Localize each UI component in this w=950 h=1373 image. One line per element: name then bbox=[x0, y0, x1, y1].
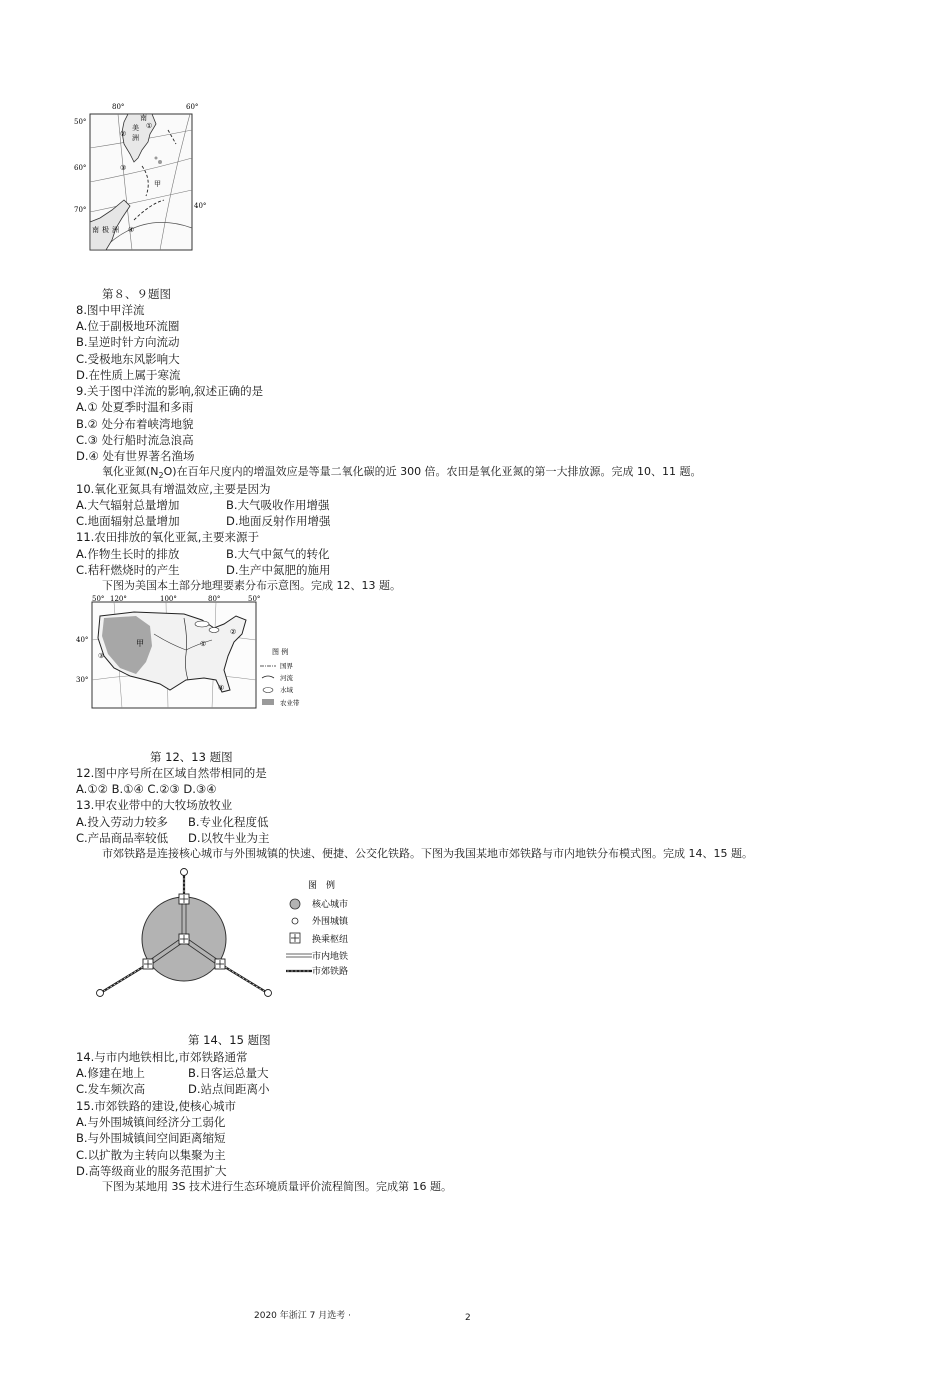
map1-place-label: 南 bbox=[92, 226, 99, 234]
rail-legend-item: 市内地铁 bbox=[312, 952, 349, 962]
question-9-option: A.① 处夏季时温和多雨 bbox=[76, 400, 194, 414]
map2-lon-label: 50° bbox=[92, 595, 105, 603]
map2-legend-item: 水域 bbox=[280, 686, 293, 694]
question-14-row bbox=[76, 1065, 269, 1081]
map1-marker: ④ bbox=[128, 226, 135, 234]
figure-caption: 第 14、15 题图 bbox=[188, 1033, 271, 1047]
question-10-stem: 10.氧化亚氮具有增温效应,主要是因为 bbox=[76, 482, 271, 496]
page-number: 2 bbox=[465, 1313, 471, 1323]
question-14-option: B.日客运总量大 bbox=[188, 1066, 269, 1080]
question-8-option: C.受极地东风影响大 bbox=[76, 352, 180, 366]
rail-legend-item: 核心城市 bbox=[312, 900, 349, 910]
map1-place-label: 南 bbox=[140, 114, 147, 122]
question-13-option: D.以牧牛业为主 bbox=[188, 831, 270, 845]
question-8-option: B.呈逆时针方向流动 bbox=[76, 335, 180, 349]
question-14-option: C.发车频次高 bbox=[76, 1082, 146, 1096]
map2-marker: ② bbox=[230, 628, 237, 636]
question-9-option: D.④ 处有世界著名渔场 bbox=[76, 449, 195, 463]
question-15-option: A.与外围城镇间经济分工弱化 bbox=[76, 1115, 226, 1129]
question-10-option: A.大气辐射总量增加 bbox=[76, 498, 180, 512]
intro-14-15: 市郊铁路是连接核心城市与外围城镇的快速、便捷、公交化铁路。下图为我国某地市郊铁路与市内地铁分布模式图。完成 14、15 题。 bbox=[102, 847, 753, 860]
question-10-option: C.地面辐射总量增加 bbox=[76, 514, 180, 528]
intro-text: O)在百年尺度内的增温效应是等量二氧化碳的近 300 倍。农田是氧化亚氮的第一大排放源。完成 10、11 题。 bbox=[163, 465, 702, 478]
map1-lon-label: 80° bbox=[112, 103, 125, 111]
subscript: 2 bbox=[158, 471, 164, 481]
ocean-current-map bbox=[72, 100, 212, 256]
question-13-option: A.投入劳动力较多 bbox=[76, 815, 168, 829]
question-10-option: B.大气吸收作用增强 bbox=[226, 498, 330, 512]
question-8-option: D.在性质上属于寒流 bbox=[76, 368, 181, 382]
map2-lon-label: 120° bbox=[110, 595, 127, 603]
map2-legend-item: 国界 bbox=[280, 662, 293, 670]
map1-marker: ③ bbox=[120, 164, 127, 172]
usa-agriculture-map bbox=[74, 594, 314, 714]
question-11-stem: 11.农田排放的氧化亚氮,主要来源于 bbox=[76, 530, 259, 544]
figure-caption: 第８、９题图 bbox=[102, 287, 171, 301]
map2-marker: ④ bbox=[218, 684, 225, 692]
map2-legend-item: 河流 bbox=[280, 674, 293, 682]
question-9-stem: 9.关于图中洋流的影响,叙述正确的是 bbox=[76, 384, 264, 398]
map1-lat-label: 70° bbox=[74, 206, 87, 214]
figure-caption: 第 12、13 题图 bbox=[150, 750, 233, 764]
question-13-option: B.专业化程度低 bbox=[188, 815, 269, 829]
question-15-option: C.以扩散为主转向以集聚为主 bbox=[76, 1148, 226, 1162]
map2-lon-label: 100° bbox=[160, 595, 177, 603]
question-8-option: A.位于副极地环流圈 bbox=[76, 319, 180, 333]
question-9-option: C.③ 处行船时流急浪高 bbox=[76, 433, 194, 447]
map1-place-label: 极 bbox=[102, 226, 109, 234]
rail-pattern-diagram bbox=[90, 866, 380, 1002]
question-10-option: D.地面反射作用增强 bbox=[226, 514, 331, 528]
intro-12-13: 下图为美国本土部分地理要素分布示意图。完成 12、13 题。 bbox=[102, 579, 401, 592]
question-10-row bbox=[76, 513, 331, 529]
question-9-option: B.② 处分布着峡湾地貌 bbox=[76, 417, 194, 431]
question-11-row bbox=[76, 562, 331, 578]
map1-lat-label: 50° bbox=[74, 118, 87, 126]
question-13-stem: 13.甲农业带中的大牧场放牧业 bbox=[76, 798, 233, 812]
intro-text: 氧化亚氮(N bbox=[102, 465, 159, 478]
map1-place-label: 甲 bbox=[154, 180, 161, 188]
map2-lat-label: 40° bbox=[76, 636, 89, 644]
map2-lon-label: 80° bbox=[208, 595, 221, 603]
map1-place-label: 洲 bbox=[132, 134, 139, 142]
rail-legend-item: 换乘枢纽 bbox=[312, 935, 349, 945]
question-15-stem: 15.市郊铁路的建设,使核心城市 bbox=[76, 1099, 236, 1113]
question-14-option: D.站点间距离小 bbox=[188, 1082, 270, 1096]
map2-legend-title: 图 例 bbox=[272, 648, 289, 656]
map2-lat-label: 30° bbox=[76, 676, 89, 684]
question-14-option: A.修建在地上 bbox=[76, 1066, 145, 1080]
question-13-option: C.产品商品率较低 bbox=[76, 831, 169, 845]
map2-marker: ① bbox=[200, 640, 207, 648]
question-14-row bbox=[76, 1081, 270, 1097]
question-11-option: C.秸秆燃烧时的产生 bbox=[76, 563, 180, 577]
question-14-stem: 14.与市内地铁相比,市郊铁路通常 bbox=[76, 1050, 248, 1064]
question-8-stem: 8.图中甲洋流 bbox=[76, 303, 145, 317]
question-12-options: A.①② B.①④ C.②③ D.③④ bbox=[76, 782, 217, 796]
footer-source: 2020 年浙江 7 月选考 · bbox=[254, 1311, 351, 1321]
question-11-option: B.大气中氮气的转化 bbox=[226, 547, 330, 561]
question-15-option: B.与外围城镇间空间距离缩短 bbox=[76, 1131, 226, 1145]
intro-16: 下图为某地用 3S 技术进行生态环境质量评价流程简图。完成第 16 题。 bbox=[102, 1180, 452, 1193]
map1-place-label: 美 bbox=[132, 124, 139, 132]
rail-legend-item: 市郊铁路 bbox=[312, 967, 349, 977]
question-13-row bbox=[76, 830, 270, 846]
rail-legend-title: 图 例 bbox=[308, 881, 336, 891]
map1-lat-label: 60° bbox=[74, 164, 87, 172]
question-15-option: D.高等级商业的服务范围扩大 bbox=[76, 1164, 227, 1178]
question-12-stem: 12.图中序号所在区域自然带相同的是 bbox=[76, 766, 267, 780]
map1-lon-label: 40° bbox=[194, 202, 207, 210]
question-11-row bbox=[76, 546, 330, 562]
map2-place-label: 甲 bbox=[136, 639, 144, 648]
map1-marker: ① bbox=[146, 122, 153, 130]
map2-lon-label: 50° bbox=[248, 595, 261, 603]
question-10-row bbox=[76, 497, 330, 513]
question-11-option: A.作物生长时的排放 bbox=[76, 547, 180, 561]
question-13-row bbox=[76, 814, 269, 830]
map1-marker: ② bbox=[120, 130, 127, 138]
question-11-option: D.生产中氮肥的施用 bbox=[226, 563, 331, 577]
rail-legend-item: 外围城镇 bbox=[312, 917, 349, 927]
map2-legend-item: 农业带 bbox=[280, 699, 300, 707]
map1-place-label: 洲 bbox=[112, 226, 119, 234]
map1-lon-label: 60° bbox=[186, 103, 199, 111]
map2-marker: ③ bbox=[98, 652, 105, 660]
